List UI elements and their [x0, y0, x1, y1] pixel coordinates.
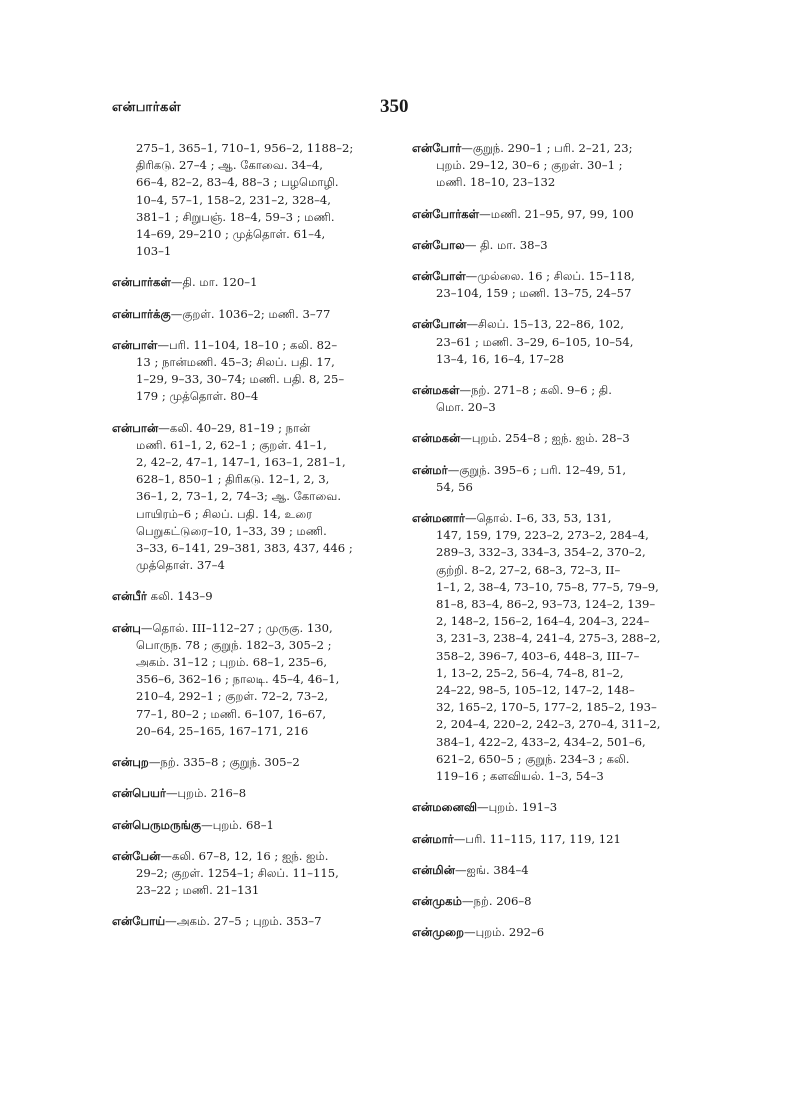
entry-references: —கலி. 40–29, 81–19 ; நான்	[158, 420, 311, 435]
entry-line	[412, 630, 690, 647]
entry-references: 36–1, 2, 73–1, 2, 74–3; ஆ. கோவை.	[136, 489, 342, 504]
entry-references: —புறம். 68–1	[201, 817, 274, 832]
index-entry	[112, 817, 390, 834]
entry-references: கலி. 143–9	[146, 589, 213, 604]
running-head: என்பார்கள்	[112, 100, 182, 115]
entry-line	[112, 226, 390, 243]
entry-references: பொருந. 78 ; குறுந். 182–3, 305–2 ;	[136, 637, 332, 652]
entry-line	[112, 688, 390, 705]
entry-line	[412, 334, 690, 351]
entry-line	[412, 268, 690, 285]
entry-references: 23–61 ; மணி. 3–29, 6–105, 10–54,	[436, 334, 634, 349]
entry-headword: என்பாள்	[112, 337, 158, 352]
entry-references: 103–1	[136, 244, 172, 259]
entry-headword: என்பான்	[112, 420, 159, 435]
entry-headword: என்போர்	[412, 141, 462, 155]
entry-line	[112, 354, 390, 371]
entry-headword: என்புற	[112, 755, 149, 770]
entry-headword: என்போய்	[112, 914, 166, 929]
index-entry	[112, 306, 390, 323]
entry-line	[112, 506, 390, 523]
entry-references: 66–4, 82–2, 83–4, 88–3 ; பழமொழி.	[136, 175, 339, 190]
entry-references: —தொல். III–112–27 ; முருகு. 130,	[140, 620, 333, 635]
index-entry	[112, 913, 390, 930]
entry-references: மணி. 61–1, 2, 62–1 ; குறள். 41–1,	[136, 437, 327, 452]
entry-references: —புறம். 292–6	[464, 925, 545, 940]
entry-line	[412, 893, 690, 910]
entry-line	[412, 862, 690, 879]
entry-line	[112, 471, 390, 488]
entry-references: 119–16 ; களவியல். 1–3, 54–3	[436, 769, 604, 784]
index-entry	[412, 430, 690, 447]
entry-line	[112, 454, 390, 471]
index-entry	[412, 893, 690, 910]
entry-line	[112, 420, 390, 437]
entry-headword: என்போர்கள்	[412, 206, 480, 221]
entry-line	[112, 306, 390, 323]
entry-line	[112, 817, 390, 834]
entry-references: 2, 204–4, 220–2, 242–3, 270–4, 311–2,	[436, 717, 661, 732]
entry-references: புறம். 29–12, 30–6 ; குறள். 30–1 ;	[436, 158, 623, 173]
entry-line	[412, 579, 690, 596]
entry-references: —புறம். 254–8 ; ஐந். ஐம். 28–3	[460, 431, 630, 446]
index-entry	[112, 754, 390, 771]
entry-line	[412, 768, 690, 785]
entry-line	[112, 913, 390, 930]
entry-references: —முல்லை. 16 ; சிலப். 15–118,	[465, 269, 635, 284]
entry-line	[412, 665, 690, 682]
entry-line	[412, 682, 690, 699]
right-column	[412, 140, 690, 955]
entry-references: — தி. மா. 38–3	[464, 237, 548, 252]
entry-line	[112, 192, 390, 209]
entry-references: —புறம். 191–3	[477, 800, 558, 815]
entry-references: 77–1, 80–2 ; மணி. 6–107, 16–67,	[136, 706, 327, 721]
entry-line	[412, 562, 690, 579]
entry-line	[112, 637, 390, 654]
entry-headword: என்மர்	[412, 462, 448, 477]
entry-line	[412, 716, 690, 733]
entry-references: 24–22, 98–5, 105–12, 147–2, 148–	[436, 683, 635, 698]
entry-line	[412, 831, 690, 848]
entry-line	[112, 754, 390, 771]
entry-line	[112, 243, 390, 260]
entry-references: 628–1, 850–1 ; திரிகடு. 12–1, 2, 3,	[136, 472, 330, 487]
entry-line	[112, 557, 390, 574]
entry-references: மொ. 20–3	[436, 400, 496, 415]
entry-references: —சிலப். 15–13, 22–86, 102,	[466, 317, 624, 332]
entry-line	[112, 174, 390, 191]
entry-line	[412, 351, 690, 368]
entry-line	[112, 523, 390, 540]
entry-line	[112, 388, 390, 405]
entry-line	[112, 723, 390, 740]
entry-line	[412, 699, 690, 716]
entry-references: 358–2, 396–7, 403–6, 448–3, III–7–	[436, 648, 640, 663]
entry-line	[412, 924, 690, 941]
entry-references: 13 ; நான்மணி. 45–3; சிலப். பதி. 17,	[136, 355, 335, 370]
entry-references: 1, 13–2, 25–2, 56–4, 74–8, 81–2,	[436, 665, 624, 680]
entry-line	[112, 274, 390, 291]
entry-line	[412, 479, 690, 496]
entry-line	[112, 140, 390, 157]
entry-headword: என்பெருமருங்கு	[112, 817, 202, 832]
entry-references: பெறுகட்டுரை–10, 1–33, 39 ; மணி.	[136, 523, 327, 538]
index-entry	[412, 799, 690, 816]
entry-references: 275–1, 365–1, 710–1, 956–2, 1188–2;	[136, 141, 354, 155]
entry-references: —குறுந். 395–6 ; பரி. 12–49, 51,	[447, 462, 627, 477]
index-entry	[112, 620, 390, 740]
index-entry	[112, 337, 390, 406]
entry-headword: என்முறை	[412, 925, 465, 940]
entry-references: —ஐங். 384–4	[454, 862, 529, 877]
index-entry	[112, 420, 390, 575]
entry-headword: என்மகள்	[412, 383, 460, 398]
entry-line	[412, 382, 690, 399]
entry-references: பாயிரம்–6 ; சிலப். பதி. 14, உரை	[136, 506, 313, 521]
entry-references: அகம். 31–12 ; புறம். 68–1, 235–6,	[136, 655, 328, 670]
entry-references: —குறள். 1036–2; மணி. 3–77	[170, 306, 331, 321]
entry-references: மணி. 18–10, 23–132	[436, 175, 556, 190]
entry-references: 384–1, 422–2, 433–2, 434–2, 501–6,	[436, 734, 646, 749]
entry-references: 2, 148–2, 156–2, 164–4, 204–3, 224–	[436, 614, 650, 629]
entry-headword: என்மனார்	[412, 511, 465, 526]
entry-references: 147, 159, 179, 223–2, 273–2, 284–4,	[436, 528, 649, 543]
entry-line	[112, 488, 390, 505]
index-entry	[412, 462, 690, 496]
entry-references: 3–33, 6–141, 29–381, 383, 437, 446 ;	[136, 541, 353, 556]
index-entry	[412, 510, 690, 785]
entry-line	[112, 671, 390, 688]
entry-line	[412, 237, 690, 254]
entry-line	[112, 157, 390, 174]
page-number: 350	[380, 96, 409, 117]
index-entry	[412, 831, 690, 848]
entry-line	[112, 654, 390, 671]
entry-references: 1–29, 9–33, 30–74; மணி. பதி. 8, 25–	[136, 372, 345, 387]
entry-line	[112, 540, 390, 557]
index-entry	[412, 237, 690, 254]
entry-references: 289–3, 332–3, 334–3, 354–2, 370–2,	[436, 545, 646, 560]
entry-references: —அகம். 27–5 ; புறம். 353–7	[165, 914, 322, 929]
entry-line	[112, 371, 390, 388]
entry-line	[412, 799, 690, 816]
entry-line	[112, 337, 390, 354]
entry-references: 210–4, 292–1 ; குறள். 72–2, 73–2,	[136, 689, 329, 704]
entry-line	[412, 285, 690, 302]
entry-headword: என்போன்	[412, 317, 467, 332]
entry-line	[112, 437, 390, 454]
index-entry	[112, 274, 390, 291]
index-entry	[412, 862, 690, 879]
entry-line	[112, 620, 390, 637]
entry-headword: என்மார்	[412, 831, 454, 846]
entry-references: 29–2; குறள். 1254–1; சிலப். 11–115,	[136, 865, 339, 880]
entry-headword: என்பீர்	[112, 589, 147, 604]
entry-line	[112, 706, 390, 723]
entry-line	[412, 734, 690, 751]
entry-line	[112, 209, 390, 226]
entry-line	[412, 430, 690, 447]
index-entry	[412, 268, 690, 302]
entry-references: 2, 42–2, 47–1, 147–1, 163–1, 281–1,	[136, 455, 346, 470]
entry-line	[412, 648, 690, 665]
index-entry	[112, 785, 390, 802]
entry-references: 1–1, 2, 38–4, 73–10, 75–8, 77–5, 79–9,	[436, 579, 659, 594]
entry-references: 621–2, 650–5 ; குறுந். 234–3 ; கலி.	[436, 751, 630, 766]
entry-headword: என்மின்	[412, 862, 455, 877]
index-entry	[112, 588, 390, 605]
index-entry	[112, 140, 390, 260]
index-entry	[412, 382, 690, 416]
entry-line	[112, 785, 390, 802]
entry-line	[412, 544, 690, 561]
entry-headword: என்போல	[412, 237, 465, 252]
entry-line	[412, 462, 690, 479]
entry-line	[412, 157, 690, 174]
entry-headword: என்பார்க்கு	[112, 306, 171, 321]
entry-line	[412, 206, 690, 223]
entry-references: 23–22 ; மணி. 21–131	[136, 883, 260, 898]
entry-references: —புறம். 216–8	[165, 786, 247, 801]
entry-references: 3, 231–3, 238–4, 241–4, 275–3, 288–2,	[436, 631, 661, 646]
entry-headword: என்முகம்	[412, 893, 462, 908]
left-column	[112, 140, 390, 945]
index-entry	[412, 924, 690, 941]
index-entry	[412, 316, 690, 368]
entry-references: —தி. மா. 120–1	[170, 275, 258, 290]
index-entry	[412, 140, 690, 192]
entry-references: —கலி. 67–8, 12, 16 ; ஐந். ஐம்.	[160, 848, 329, 863]
entry-references: 23–104, 159 ; மணி. 13–75, 24–57	[436, 286, 632, 301]
entry-line	[412, 751, 690, 768]
entry-line	[112, 865, 390, 882]
entry-line	[112, 882, 390, 899]
entry-headword: என்மகன்	[412, 431, 461, 446]
entry-line	[412, 510, 690, 527]
entry-references: 10–4, 57–1, 158–2, 231–2, 328–4,	[136, 192, 331, 207]
entry-references: —பரி. 11–104, 18–10 ; கலி. 82–	[157, 337, 338, 352]
entry-line	[412, 399, 690, 416]
entry-line	[112, 848, 390, 865]
entry-references: —நற். 335–8 ; குறுந். 305–2	[148, 755, 300, 770]
entry-references: 54, 56	[436, 479, 473, 494]
entry-line	[412, 174, 690, 191]
entry-references: —குறுந். 290–1 ; பரி. 2–21, 23;	[461, 141, 633, 155]
entry-headword: என்பெயர்	[112, 786, 166, 801]
entry-line	[412, 596, 690, 613]
index-entry	[412, 206, 690, 223]
entry-references: 13–4, 16, 16–4, 17–28	[436, 351, 565, 366]
entry-headword: என்போள்	[412, 269, 466, 284]
entry-references: 381–1 ; சிறுபஞ். 18–4, 59–3 ; மணி.	[136, 209, 335, 224]
entry-references: 32, 165–2, 170–5, 177–2, 185–2, 193–	[436, 700, 657, 715]
entry-line	[412, 613, 690, 630]
entry-headword: என்பார்கள்	[112, 275, 171, 290]
entry-references: —நற். 271–8 ; கலி. 9–6 ; தி.	[459, 383, 612, 398]
entry-references: 81–8, 83–4, 86–2, 93–73, 124–2, 139–	[436, 597, 656, 612]
entry-headword: என்பு	[112, 620, 141, 635]
entry-references: 356–6, 362–16 ; நாலடி. 45–4, 46–1,	[136, 672, 340, 687]
entry-references: 14–69, 29–210 ; முத்தொள். 61–4,	[136, 227, 326, 242]
entry-headword: என்பேன்	[112, 848, 161, 863]
entry-references: —நற். 206–8	[461, 893, 532, 908]
index-entry	[112, 848, 390, 900]
entry-references: திரிகடு. 27–4 ; ஆ. கோவை. 34–4,	[136, 158, 323, 173]
entry-references: குற்றி. 8–2, 27–2, 68–3, 72–3, II–	[436, 562, 621, 577]
entry-line	[112, 588, 390, 605]
entry-references: 179 ; முத்தொள். 80–4	[136, 389, 259, 404]
entry-references: —பரி. 11–115, 117, 119, 121	[453, 831, 621, 846]
entry-headword: என்மனைவி	[412, 800, 478, 815]
entry-line	[412, 527, 690, 544]
entry-line	[412, 316, 690, 333]
entry-references: முத்தொள். 37–4	[136, 558, 225, 573]
entry-references: 20–64, 25–165, 167–171, 216	[136, 723, 309, 738]
entry-line	[412, 140, 690, 157]
entry-references: —தொல். I–6, 33, 53, 131,	[464, 511, 612, 526]
entry-references: —மணி. 21–95, 97, 99, 100	[479, 206, 634, 221]
